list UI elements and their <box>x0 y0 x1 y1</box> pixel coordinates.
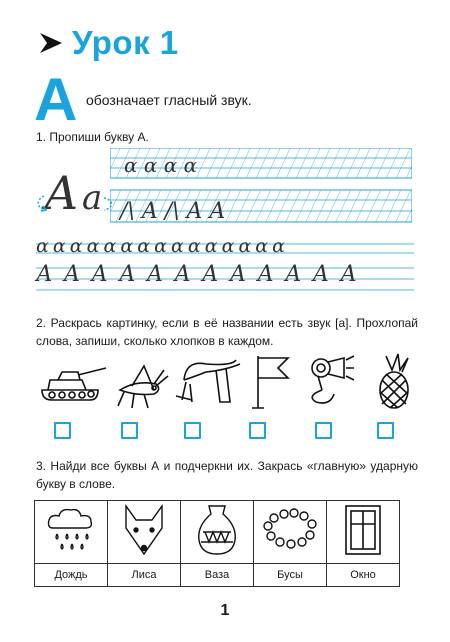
word-picture-cell <box>254 501 327 564</box>
task1-instruction: 1. Пропиши букву А. <box>36 130 149 144</box>
beads-icon <box>260 504 320 556</box>
answer-box-1[interactable] <box>54 422 71 439</box>
page-number: 1 <box>220 602 230 619</box>
task2-instruction: 2. Раскрась картинку, если в её названии есть звук [а]. Прохлопай слова, запиши, сколько хлопков в каждом. <box>36 316 418 348</box>
scarf-icon <box>176 360 240 402</box>
flag-icon <box>252 356 288 408</box>
task2-pictures <box>36 350 416 412</box>
answer-box-5[interactable] <box>315 422 332 439</box>
stroke-direction-arrows-icon <box>34 192 120 214</box>
arrow-icon <box>38 30 64 56</box>
fox-icon <box>116 502 172 558</box>
window-icon <box>338 502 388 558</box>
answer-box-3[interactable] <box>184 422 201 439</box>
words-table <box>34 500 400 587</box>
rain-cloud-icon <box>43 504 99 556</box>
big-letter: А <box>34 66 78 133</box>
word-picture-cell <box>181 501 254 564</box>
word-label-2: Лиса <box>108 564 181 587</box>
grasshopper-icon <box>118 366 168 408</box>
lesson-title: Урок 1 <box>72 24 179 61</box>
hair-dryer-icon <box>312 356 354 403</box>
pineapple-icon <box>380 354 408 408</box>
word-picture-cell <box>35 501 108 564</box>
letter-description: обозначает гласный звук. <box>86 92 252 108</box>
practice-grid-large <box>110 148 412 228</box>
word-label-5: Окно <box>327 564 400 587</box>
cursive-sample-lower: а <box>82 178 103 218</box>
vase-icon <box>189 502 245 558</box>
task3-instruction: 3. Найди все буквы А и подчеркни их. Закрась «главную» ударную букву в слове. <box>36 459 418 491</box>
practice-row-uppercase: А А А А А А А А А А А А <box>36 262 359 287</box>
answer-box-6[interactable] <box>377 422 394 439</box>
word-label-4: Бусы <box>254 564 327 587</box>
answer-box-4[interactable] <box>249 422 266 439</box>
svg-text:ɑ ɑ ɑ ɑ: ɑ ɑ ɑ ɑ <box>124 153 198 177</box>
answer-box-2[interactable] <box>121 422 138 439</box>
practice-row-lowercase: ɑ ɑ ɑ ɑ ɑ ɑ ɑ ɑ ɑ ɑ ɑ ɑ ɑ ɑ ɑ <box>36 235 285 257</box>
word-picture-cell <box>327 501 400 564</box>
word-label-3: Ваза <box>181 564 254 587</box>
word-picture-cell <box>108 501 181 564</box>
svg-text:/\ A /\ A A: /\ A /\ A A <box>120 199 226 224</box>
word-label-1: Дождь <box>35 564 108 587</box>
tank-icon <box>42 368 106 400</box>
cursive-sample-upper: А <box>44 166 79 220</box>
